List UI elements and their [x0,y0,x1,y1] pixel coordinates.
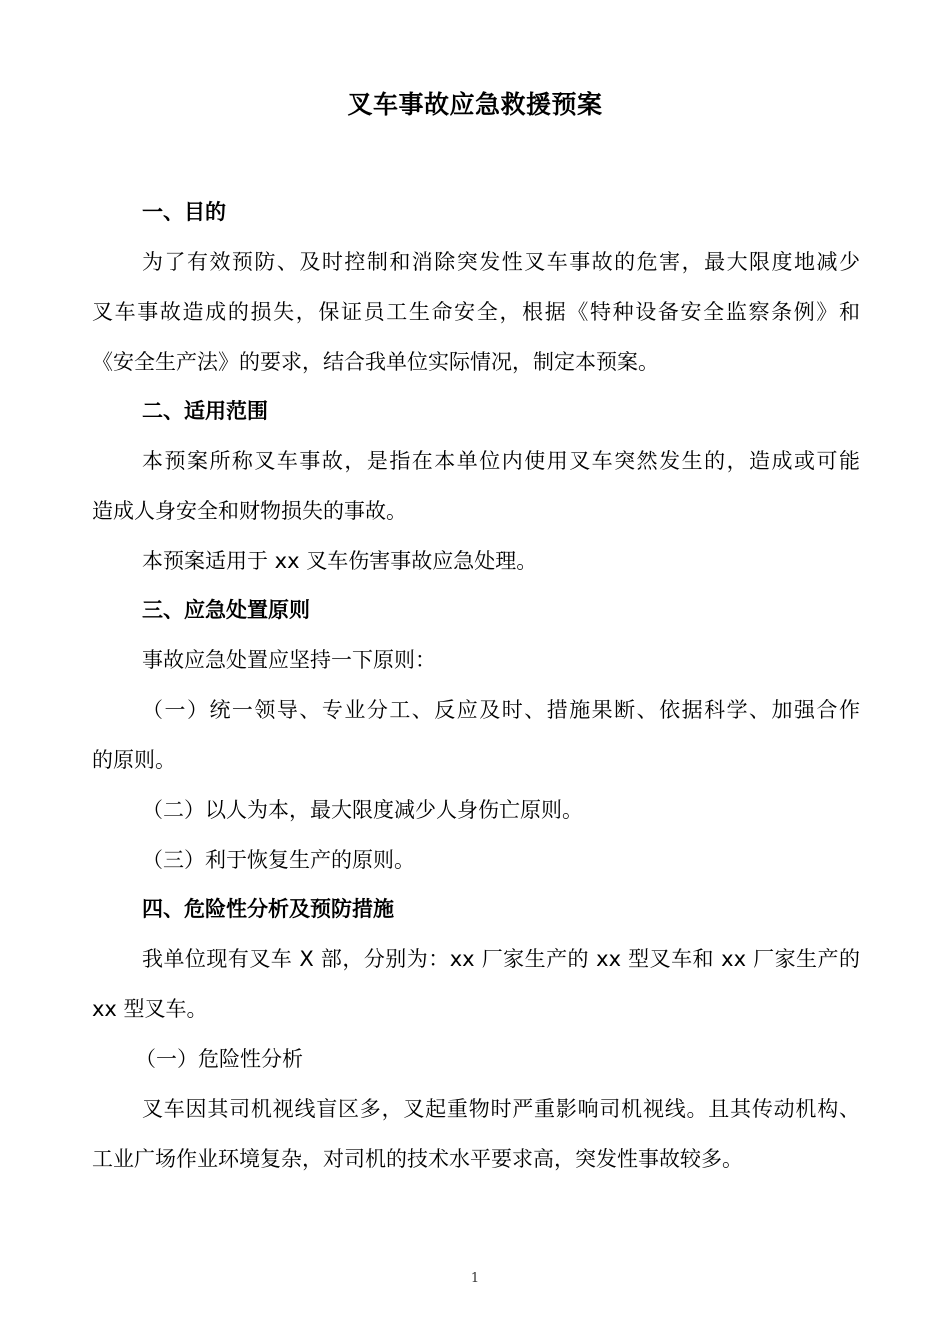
paragraph-line: 《安全生产法》的要求，结合我单位实际情况，制定本预案。 [92,350,659,374]
paragraph-line: 叉车因其司机视线盲区多，叉起重物时严重影响司机视线。且其传动机构、 [142,1097,860,1121]
document-title: 叉车事故应急救援预案 [347,90,603,119]
paragraph-line: xx 型叉车。 [92,997,208,1021]
paragraph-line: 事故应急处置应坚持一下原则： [142,648,436,672]
paragraph-line: 工业广场作业环境复杂，对司机的技术水平要求高，突发性事故较多。 [92,1147,743,1171]
section-heading-principles: 三、应急处置原则 [142,598,310,622]
paragraph-line: 为了有效预防、及时控制和消除突发性叉车事故的危害，最大限度地减少 [142,250,860,274]
paragraph-line: 叉车事故造成的损失，保证员工生命安全，根据《特种设备安全监察条例》和 [92,300,860,324]
section-heading-scope: 二、适用范围 [142,399,268,423]
section-heading-purpose: 一、目的 [142,200,226,224]
list-item: （一）统一领导、专业分工、反应及时、措施果断、依据科学、加强合作 [142,698,860,722]
paragraph-line: 造成人身安全和财物损失的事故。 [92,499,407,523]
paragraph-line: 我单位现有叉车 X 部，分别为：xx 厂家生产的 xx 型叉车和 xx 厂家生产的 [142,947,860,971]
paragraph-line: 本预案适用于 xx 叉车伤害事故应急处理。 [142,549,538,573]
list-item: （二）以人为本，最大限度减少人身伤亡原则。 [142,798,583,822]
list-item-continuation: 的原则。 [92,748,176,772]
list-item: （三）利于恢复生产的原则。 [142,848,415,872]
paragraph-line: 本预案所称叉车事故，是指在本单位内使用叉车突然发生的，造成或可能 [142,449,860,473]
subsection-heading: （一）危险性分析 [135,1047,303,1071]
section-heading-risk-analysis: 四、危险性分析及预防措施 [142,897,394,921]
page-number: 1 [470,1271,480,1286]
